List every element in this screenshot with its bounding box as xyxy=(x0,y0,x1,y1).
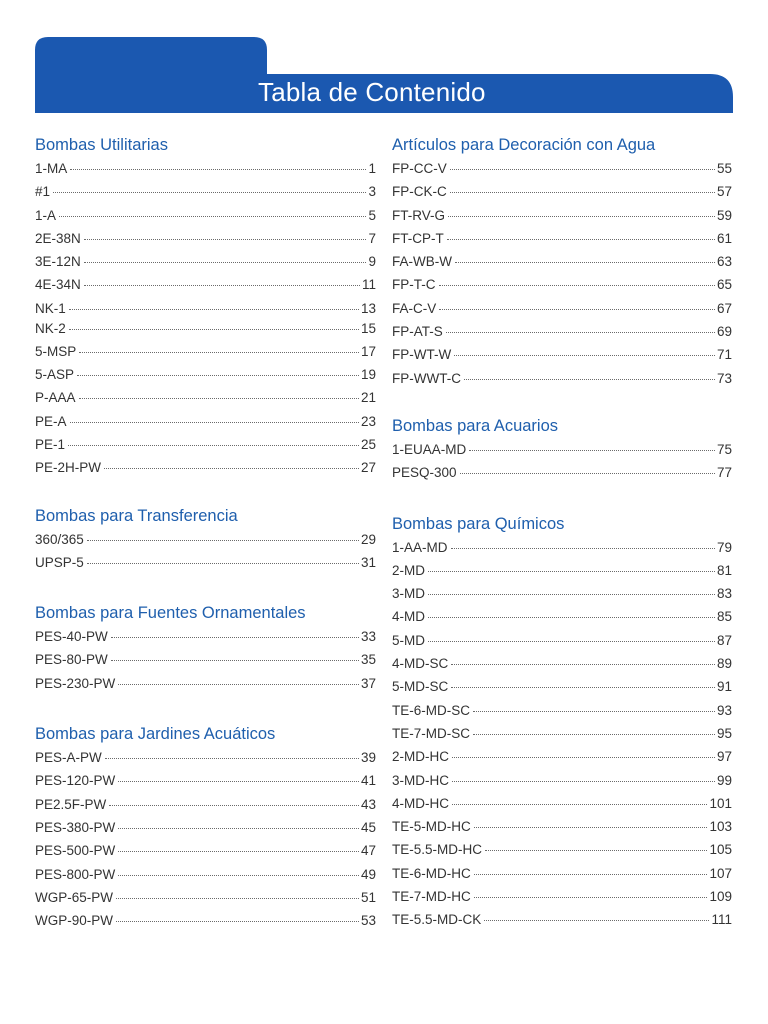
entry-page: 49 xyxy=(360,866,376,882)
entry-code: FP-CC-V xyxy=(392,161,447,176)
entry-page: 47 xyxy=(360,843,376,859)
dot-leader xyxy=(77,360,359,376)
dot-leader xyxy=(428,602,715,618)
dot-leader xyxy=(116,906,359,922)
entry-code: #1 xyxy=(35,184,51,200)
entry-code: 1-A xyxy=(35,207,57,223)
dot-leader xyxy=(118,860,359,876)
toc-entry[interactable] xyxy=(392,367,732,390)
entry-page: 7 xyxy=(368,230,376,246)
dot-leader xyxy=(464,364,715,380)
entry-code: 4-MD-SC xyxy=(392,656,449,672)
entry-page: 33 xyxy=(360,629,376,645)
entry-page: 65 xyxy=(716,277,732,293)
dot-leader xyxy=(439,270,715,286)
toc-entry[interactable] xyxy=(35,672,376,695)
entry-page: 55 xyxy=(716,161,732,176)
dot-leader xyxy=(446,317,715,333)
entry-page: 19 xyxy=(360,367,376,383)
entry-page: 43 xyxy=(360,796,376,812)
section-title: Bombas para Transferencia xyxy=(35,506,238,525)
entry-page: 17 xyxy=(360,343,376,359)
entry-page: 41 xyxy=(360,773,376,789)
toc-section xyxy=(35,133,376,480)
dot-leader xyxy=(59,201,366,217)
entry-code: TE-7-MD-HC xyxy=(392,889,471,905)
dot-leader xyxy=(84,224,367,240)
entry-page: 73 xyxy=(716,370,732,386)
entry-page: 59 xyxy=(716,207,732,223)
entry-code: NK-2 xyxy=(35,320,66,336)
entry-page: 79 xyxy=(716,539,732,555)
dot-leader xyxy=(451,533,715,549)
dot-leader xyxy=(84,270,360,286)
entry-page: 29 xyxy=(360,531,376,547)
toc-section xyxy=(35,601,376,695)
dot-leader xyxy=(79,383,359,399)
entry-page: 77 xyxy=(716,465,732,481)
entry-page: 9 xyxy=(368,254,376,270)
entry-page: 111 xyxy=(711,912,732,928)
entry-page: 53 xyxy=(360,913,376,929)
entry-page: 37 xyxy=(360,675,376,691)
entry-code: FA-WB-W xyxy=(392,254,452,270)
entry-code: TE-5.5-MD-HC xyxy=(392,842,482,858)
entry-code: 5-MD-SC xyxy=(392,679,449,695)
entry-code: FT-CP-T xyxy=(392,230,444,246)
dot-leader xyxy=(118,766,359,782)
toc-section xyxy=(392,512,732,932)
entry-code: 1-EUAA-MD xyxy=(392,441,467,457)
entry-page: 97 xyxy=(716,749,732,765)
dot-leader xyxy=(70,407,359,423)
dot-leader xyxy=(460,458,715,474)
entry-code: 4E-34N xyxy=(35,277,81,293)
dot-leader xyxy=(87,548,359,564)
entry-code: FP-T-C xyxy=(392,277,436,293)
dot-leader xyxy=(118,669,359,685)
toc-section xyxy=(392,133,732,390)
dot-leader xyxy=(474,859,708,875)
header-tab-shape xyxy=(0,0,768,130)
toc-entry[interactable] xyxy=(392,461,732,484)
entry-code: TE-6-MD-SC xyxy=(392,702,470,718)
dot-leader xyxy=(87,525,359,541)
entry-code: P-AAA xyxy=(35,390,76,406)
dot-leader xyxy=(447,224,715,240)
entry-code: PE2.5F-PW xyxy=(35,796,107,812)
toc-entry[interactable] xyxy=(35,909,376,932)
entry-code: 3E-12N xyxy=(35,254,81,270)
dot-leader xyxy=(455,247,715,263)
section-title: Bombas Utilitarias xyxy=(35,136,168,154)
entry-code: PES-230-PW xyxy=(35,675,116,691)
dot-leader xyxy=(118,836,359,852)
entry-code: TE-5-MD-HC xyxy=(392,819,471,835)
dot-leader xyxy=(451,649,715,665)
entry-page: 93 xyxy=(716,702,732,718)
entry-code: 360/365 xyxy=(35,531,84,547)
entry-code: 2-MD-HC xyxy=(392,749,449,765)
entry-page: 57 xyxy=(716,184,732,200)
entry-code: 5-ASP xyxy=(35,367,75,383)
section-title: Bombas para Jardines Acuáticos xyxy=(35,725,276,744)
entry-page: 13 xyxy=(360,300,376,316)
dot-leader xyxy=(452,789,707,805)
entry-page: 11 xyxy=(361,277,376,293)
dot-leader xyxy=(450,154,715,170)
entry-page: 87 xyxy=(716,632,732,648)
entry-page: 61 xyxy=(716,230,732,246)
dot-leader xyxy=(474,882,708,898)
dot-leader xyxy=(469,435,715,451)
entry-code: WGP-90-PW xyxy=(35,913,114,929)
entry-code: PES-380-PW xyxy=(35,819,116,835)
dot-leader xyxy=(53,177,366,193)
dot-leader xyxy=(484,905,709,921)
entry-page: 1 xyxy=(368,161,376,176)
dot-leader xyxy=(105,743,359,759)
dot-leader xyxy=(428,626,715,642)
entry-code: NK-1 xyxy=(35,300,66,316)
header-banner xyxy=(0,0,768,130)
entry-page: 35 xyxy=(360,652,376,668)
dot-leader xyxy=(84,247,367,263)
entry-page: 21 xyxy=(360,390,376,406)
dot-leader xyxy=(104,453,359,469)
entry-code: PES-A-PW xyxy=(35,750,102,766)
entry-page: 103 xyxy=(709,819,732,835)
toc-section xyxy=(35,722,376,932)
dot-leader xyxy=(485,835,707,851)
dot-leader xyxy=(439,294,715,310)
entry-page: 101 xyxy=(709,795,732,811)
entry-code: PES-120-PW xyxy=(35,773,116,789)
entry-code: FT-RV-G xyxy=(392,207,446,223)
entry-code: PESQ-300 xyxy=(392,465,457,481)
entry-page: 25 xyxy=(360,436,376,452)
entry-code: UPSP-5 xyxy=(35,554,84,570)
entry-code: PES-500-PW xyxy=(35,843,116,859)
entry-page: 67 xyxy=(716,300,732,316)
dot-leader xyxy=(69,294,359,310)
entry-code: 3-MD-HC xyxy=(392,772,449,788)
entry-page: 23 xyxy=(360,413,376,429)
section-title: Bombas para Acuarios xyxy=(392,416,559,435)
toc-section xyxy=(392,414,732,485)
dot-leader xyxy=(109,790,359,806)
dot-leader xyxy=(450,177,715,193)
entry-page: 15 xyxy=(360,320,376,336)
entry-page: 89 xyxy=(716,656,732,672)
dot-leader xyxy=(428,579,715,595)
entry-code: 5-MD xyxy=(392,632,425,648)
entry-code: 3-MD xyxy=(392,586,425,602)
entry-page: 27 xyxy=(360,460,376,476)
dot-leader xyxy=(448,201,715,217)
toc-entry[interactable] xyxy=(392,908,732,931)
entry-page: 69 xyxy=(716,324,732,340)
entry-page: 99 xyxy=(716,772,732,788)
entry-code: FP-AT-S xyxy=(392,324,443,340)
entry-page: 5 xyxy=(368,207,376,223)
entry-page: 75 xyxy=(716,441,732,457)
entry-page: 107 xyxy=(709,865,732,881)
section-title: Artículos para Decoración con Agua xyxy=(392,136,656,154)
entry-code: 1-MA xyxy=(35,161,68,176)
entry-code: FP-WT-W xyxy=(392,347,452,363)
toc-entry[interactable] xyxy=(35,456,376,479)
toc-right-column xyxy=(392,133,732,932)
dot-leader xyxy=(452,766,715,782)
entry-code: 4-MD xyxy=(392,609,425,625)
entry-page: 81 xyxy=(716,562,732,578)
entry-code: 1-AA-MD xyxy=(392,539,448,555)
dot-leader xyxy=(79,337,359,353)
entry-code: PE-1 xyxy=(35,436,66,452)
entry-page: 39 xyxy=(360,750,376,766)
dot-leader xyxy=(116,883,359,899)
dot-leader xyxy=(70,154,366,170)
entry-code: WGP-65-PW xyxy=(35,889,114,905)
entry-code: 2E-38N xyxy=(35,230,81,246)
entry-page: 31 xyxy=(360,554,376,570)
entry-page: 105 xyxy=(709,842,732,858)
dot-leader xyxy=(473,719,715,735)
dot-leader xyxy=(474,812,708,828)
entry-code: PE-2H-PW xyxy=(35,460,102,476)
entry-page: 71 xyxy=(716,347,732,363)
entry-code: TE-7-MD-SC xyxy=(392,725,470,741)
dot-leader xyxy=(454,340,715,356)
toc-section xyxy=(35,504,376,575)
entry-page: 83 xyxy=(716,586,732,602)
entry-code: PES-800-PW xyxy=(35,866,116,882)
section-title: Bombas para Químicos xyxy=(392,514,565,533)
entry-page: 109 xyxy=(709,889,732,905)
entry-code: 2-MD xyxy=(392,562,425,578)
toc-entry[interactable] xyxy=(35,551,376,574)
dot-leader xyxy=(111,622,359,638)
entry-page: 3 xyxy=(368,184,376,200)
entry-page: 63 xyxy=(716,254,732,270)
dot-leader xyxy=(68,430,359,446)
entry-code: TE-5.5-MD-CK xyxy=(392,912,482,928)
dot-leader xyxy=(451,672,715,688)
entry-code: FA-C-V xyxy=(392,300,437,316)
dot-leader xyxy=(473,696,715,712)
entry-page: 85 xyxy=(716,609,732,625)
entry-code: 4-MD-HC xyxy=(392,795,449,811)
toc-left-column xyxy=(35,133,376,932)
entry-code: PES-80-PW xyxy=(35,652,108,668)
entry-code: PE-A xyxy=(35,413,67,429)
dot-leader xyxy=(428,556,715,572)
dot-leader xyxy=(452,742,715,758)
entry-page: 51 xyxy=(360,889,376,905)
entry-code: 5-MSP xyxy=(35,343,77,359)
entry-page: 95 xyxy=(716,725,732,741)
entry-code: FP-WWT-C xyxy=(392,370,461,386)
entry-code: PES-40-PW xyxy=(35,629,108,645)
section-title: Bombas para Fuentes Ornamentales xyxy=(35,604,306,623)
entry-code: TE-6-MD-HC xyxy=(392,865,471,881)
dot-leader xyxy=(69,314,359,330)
entry-code: FP-CK-C xyxy=(392,184,447,200)
dot-leader xyxy=(118,813,359,829)
page-title: Tabla de Contenido xyxy=(258,77,486,107)
entry-page: 91 xyxy=(716,679,732,695)
dot-leader xyxy=(111,645,359,661)
entry-page: 45 xyxy=(360,819,376,835)
